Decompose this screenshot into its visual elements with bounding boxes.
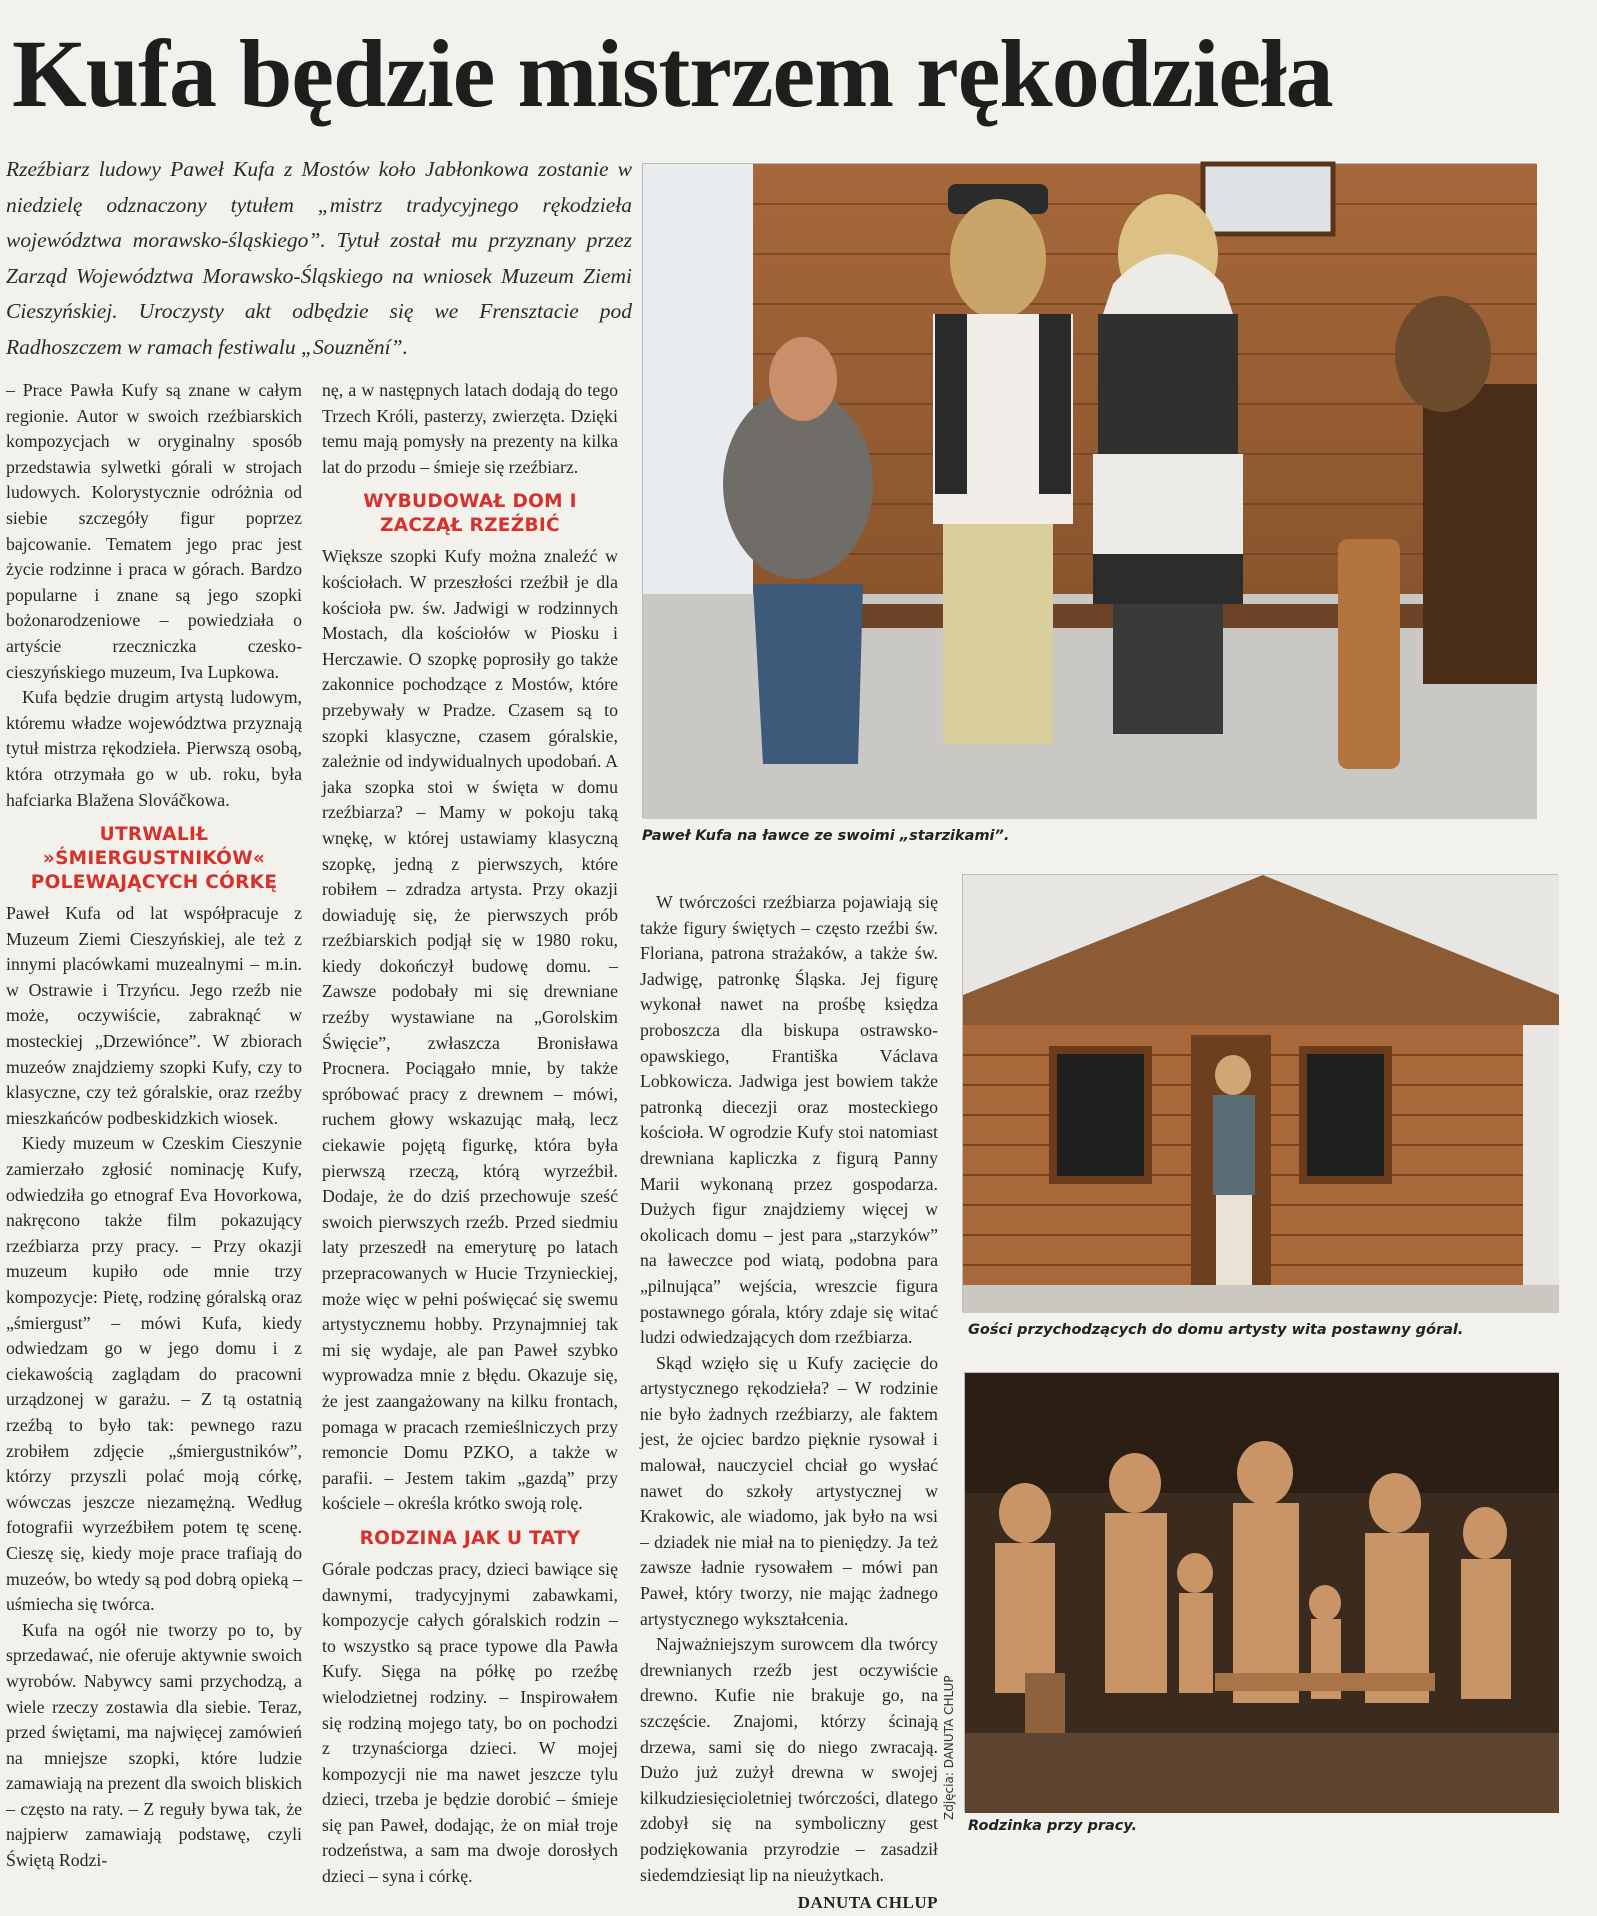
caption-photo-3: Rodzinka przy pracy. bbox=[968, 1818, 1138, 1834]
col3-paragraph-3: Najważniejszym surowcem dla twórcy drewnianych rzeźb jest oczywiście drewno. Kufie nie brakuje go, na szczęście. Znajomi, którzy ścinają drzewa, sami się do niego zwracają. Dużo już zużył drewna w swojej kilkudziesięcioletniej twórczości, dlatego zdobył się na symboliczny gest podziękowania przyrodzie – zasadził siedemdziesiąt lip na nieużytkach. bbox=[640, 1634, 938, 1885]
photo-kufa-on-bench bbox=[642, 163, 1536, 818]
article-column-1 bbox=[6, 378, 302, 1874]
photo-family-carving bbox=[964, 1372, 1558, 1812]
col3-paragraph-2: Skąd wzięło się u Kufy zacięcie do artystycznego rękodzieła? – W rodzinie nie było żadnych rzeźbiarzy, ale faktem jest, że ojciec bardzo pięknie rysował i malował, nauczyciel chciał go wysłać nawet do szkoły artystycznej w Krakowic, ale wiadomo, jak było na wsi – dziadek nie miał na to pieniędzy. Ja też zawsze ładnie rysowałem – mówi pan Paweł, który tworzy, nie mając żadnego artystycznego wykształcenia. bbox=[640, 1352, 938, 1629]
caption-photo-2: Gości przychodzących do domu artysty wita postawny góral. bbox=[968, 1322, 1464, 1338]
caption-photo-1: Paweł Kufa na ławce ze swoimi „starzikami”. bbox=[642, 828, 1010, 844]
photo-house-gural bbox=[962, 874, 1558, 1312]
article-column-3 bbox=[640, 890, 938, 1916]
col1-paragraph-5: Kufa na ogół nie tworzy po to, by sprzedawać, nie oferuje aktywnie swoich wyrobów. Nabywcy sami przychodzą, a wiele rzeczy zostawia dla siebie. Teraz, przed świętami, ma najwięcej zamówień na mniejsze szopki, które ludzie zamawiają na prezent dla swoich bliskich – często na raty. – Z reguły bywa tak, że najpierw zamawiają podstawę, czyli Świętą Rodzi- bbox=[6, 1619, 302, 1871]
col1-paragraph-3: Paweł Kufa od lat współpracuje z Muzeum Ziemi Cieszyńskiej, ale też z innymi placówkami muzealnymi – m.in. w Ostrawie i Trzyńcu. Jego rzeźb nie może, oczywiście, zabraknąć w mosteckiej „Drzewiónce”. W zbiorach muzeów znajdziemy szopki Kufy, czy to klasyczne, czy też góralskie, oraz rzeźby mieszkańców podbeskidzkich wiosek. bbox=[6, 903, 302, 1128]
subhead-wybudowal-dom: WYBUDOWAŁ DOM I ZACZĄŁ RZEŹBIĆ bbox=[363, 491, 577, 537]
col2-paragraph-1: nę, a w następnych latach dodają do tego Trzech Króli, pasterzy, zwierzęta. Dzięki temu mają pomysły na prezenty na kilka lat do przodu – śmieje się rzeźbiarz. bbox=[322, 380, 618, 477]
photo-credit: Zdjęcia: DANUTA CHLUP bbox=[942, 1675, 956, 1820]
article-column-2 bbox=[322, 378, 618, 1890]
col1-paragraph-1: – Prace Pawła Kufy są znane w całym regionie. Autor w swoich rzeźbiarskich kompozycjach w oryginalny sposób przedstawia sylwetki górali w strojach ludowych. Kolorystycznie odróżnia od siebie szczegóły figur poprzez bajcowanie. Tematem jego prac jest życie rodzinne i praca w górach. Bardzo popularne i znane są jego szopki bożonarodzeniowe – powiedziała o artyście rzeczniczka czesko-cieszyńskiego muzeum, Iva Lupkowa. bbox=[6, 380, 302, 682]
photo-kufa-on-bench-image bbox=[643, 164, 1537, 819]
subhead-smiergustnicy: UTRWALIŁ »ŚMIERGUSTNIKÓW« POLEWAJĄCYCH CÓRKĘ bbox=[30, 824, 278, 894]
col2-paragraph-2: Większe szopki Kufy można znaleźć w kościołach. W przeszłości rzeźbił je dla kościoła pw. św. Jadwigi w rodzinnych Mostach, dla kościołów w Piosku i Herczawie. O szopkę poprosiły go także zakonnice pochodzące z Mostów, które przebywały w Pradze. Czasem są to szopki klasyczne, czasem góralskie, zależnie od indywidualnych upodobań. A jaka szopka stoi w święta w domu rzeźbiarza? – Mamy w pokoju taką wnękę, w której ustawiamy klasyczną szopkę, jedną z pierwszych, które robiłem – zdradza artysta. Przy okazji dowiaduję się, że pierwszych prób rzeźbiarskich podjął się w 1980 roku, kiedy dokończył budowę domu. – Zawsze podobały mi się drewniane rzeźby wystawiane na „Gorolskim Święcie”, zwłaszcza Bronisława Procnera. Pociągało mnie, by także spróbować pracy z drewnem – mówi, ruchem głowy wskazując małą, lecz ciekawie pojętą figurkę, która była pierwszą rzeczą, którą wyrzeźbił. Dodaje, że do dziś przechowuje sześć swoich pierwszych rzeźb. Przed siedmiu laty przeszedł na emeryturę po latach przepracowanych w Hucie Trzynieckiej, może więc w pełni poświęcać się swemu artystycznemu hobby. Przynajmniej tak mi się wydaje, ale pan Paweł szybko wyprowadza mnie z błędu. Okazuje się, że jest zaangażowany na kilku frontach, pomaga w pracach rzemieślniczych przy remoncie Domu PZKO, a także w parafii. – Jestem takim „gazdą” przy kościele – określa krótko swoją rolę. bbox=[322, 546, 618, 1514]
col1-paragraph-4: Kiedy muzeum w Czeskim Cieszynie zamierzało zgłosić nominację Kufy, odwiedziła go etnograf Eva Hovorkowa, nakręcono także film pokazujący rzeźbiarza przy pracy. – Przy okazji muzeum kupiło ode mnie trzy kompozycje: Pietę, rodzinę góralską oraz „śmiergust” – mówi Kufa, kiedy odwiedzam go w jego domu i z ciekawością zaglądam do pracowni urządzonej w garażu. – Z tą ostatnią rzeźbą to było tak: pewnego razu zrobiłem zdjęcie „śmiergustników”, którzy przyszli polać moją córkę, wówczas jeszcze niezamężną. Według fotografii wyrzeźbiłem potem tę scenę. Cieszę się, kiedy moje prace trafiają do muzeów, bo wtedy są pod dobrą opieką – uśmiecha się twórca. bbox=[6, 1133, 302, 1615]
col3-paragraph-1: W twórczości rzeźbiarza pojawiają się także figury świętych – często rzeźbi św. Floriana, patrona strażaków, a także św. Jadwigę, patronkę Śląska. Jej figurę wykonał nawet na prośbę księdza proboszcza dla biskupa ostrawsko-opawskiego, Františka Václava Lobkowicza. Jadwiga jest bowiem także patronką diecezji oraz mosteckiego kościoła. W ogrodzie Kufy stoi natomiast drewniana kapliczka z figurą Panny Marii wykonaną przez gospodarza. Dużych figur znajdziemy więcej w okolicach domu – jest para „starzyków” na ławeczce pod wiatą, podobna para „pilnująca” wejścia, wreszcie figura postawnego górala, który zdaje się witać ludzi odwiedzających dom rzeźbiarza. bbox=[640, 892, 938, 1348]
col2-paragraph-3: Górale podczas pracy, dzieci bawiące się dawnymi, tradycyjnymi zabawkami, kompozycje całych góralskich rodzin – to wszystko są prace typowe dla Pawła Kufy. Sięga na półkę po rzeźbę wielodzietnej rodziny. – Inspirowałem się rodziną mojego taty, bo on pochodzi z trzynaściorga dzieci. W mojej kompozycji nie ma nawet jeszcze tylu dzieci, trzeba je będzie dorobić – śmieje się pan Paweł, dodając, że on miał troje rodzeństwa, a sam ma dwoje dorosłych dzieci – syna i córkę. bbox=[322, 1558, 618, 1887]
byline: DANUTA CHLUP bbox=[797, 1893, 938, 1913]
headline: Kufa będzie mistrzem rękodzieła bbox=[12, 20, 1333, 127]
lead-paragraph: Rzeźbiarz ludowy Paweł Kufa z Mostów koło Jabłonkowa zostanie w niedzielę odznaczony tytułem „mistrz tradycyjnego rękodzieła województwa morawsko-śląskiego”. Tytuł został mu przyznany przez Zarząd Województwa Morawsko-Śląskiego na wniosek Muzeum Ziemi Cieszyńskiej. Uroczysty akt odbędzie się we Frensztacie pod Radhoszczem w ramach festiwalu „Souznění”. bbox=[6, 157, 632, 359]
subhead-rodzina: RODZINA JAK U TATY bbox=[359, 1527, 581, 1549]
photo-family-carving-image bbox=[965, 1373, 1559, 1813]
photo-house-gural-image bbox=[963, 875, 1559, 1313]
col1-paragraph-2: Kufa będzie drugim artystą ludowym, któremu władze województwa przyznają tytuł mistrza rękodzieła. Pierwszą osobą, która otrzymała go w ub. roku, była hafciarka Blažena Slováčkowa. bbox=[6, 687, 302, 810]
